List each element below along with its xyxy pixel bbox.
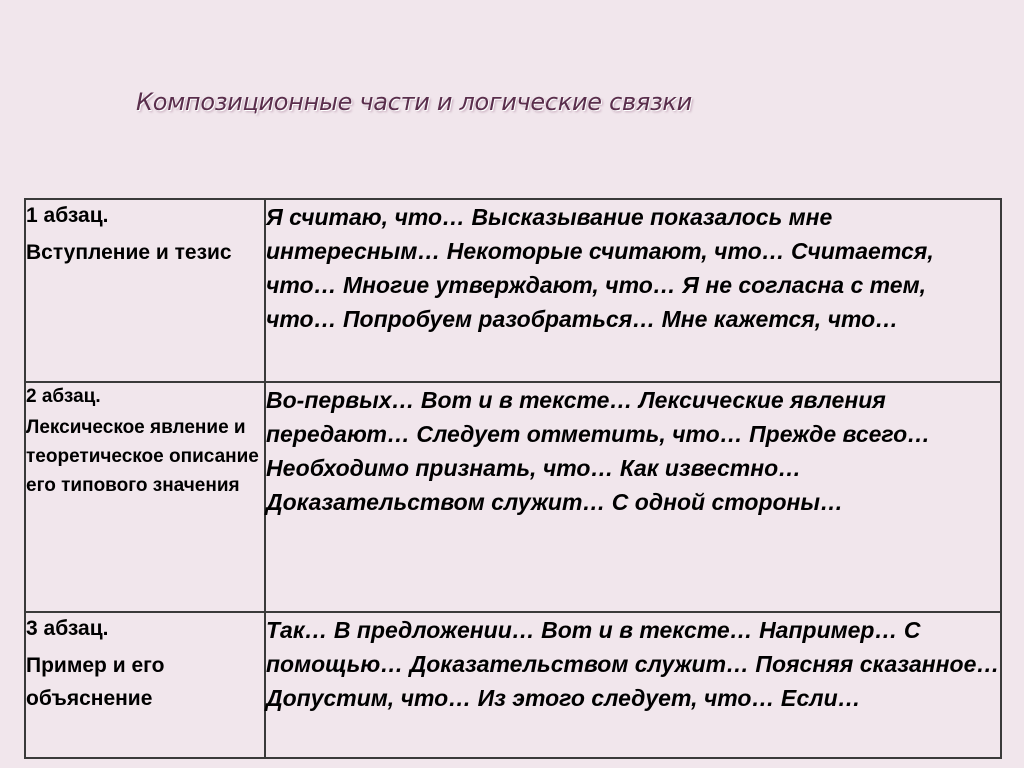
connective-phrases: Я считаю, что… Высказывание показалось мне интересным… Некоторые считают, что… Считается, что… Многие утверждают, что… Я не согласна с тем, что… Попробуем разобраться… Мне кажется, что… <box>266 204 934 332</box>
paragraph-number: 1 абзац. <box>26 204 109 227</box>
paragraph-part-cell <box>25 199 265 382</box>
connectives-cell <box>265 612 1001 758</box>
paragraph-number: 2 абзац. <box>26 386 101 407</box>
table-row <box>25 382 1001 612</box>
paragraph-part-title: Вступление и тезис <box>26 241 232 264</box>
connectives-cell <box>265 382 1001 612</box>
paragraph-number: 3 абзац. <box>26 617 109 640</box>
paragraph-part-cell <box>25 382 265 612</box>
connective-phrases: Во-первых… Вот и в тексте… Лексические явления передают… Следует отметить, что… Прежде всего… Необходимо признать, что… Как известно… Доказательством служит… С одной стороны… <box>266 387 931 515</box>
slide-title: Композиционные части и логические связки <box>136 88 692 116</box>
paragraph-part-title: Пример и его объяснение <box>26 654 165 710</box>
connective-phrases: Так… В предложении… Вот и в тексте… Например… С помощью… Доказательством служит… Поясняя сказанное… Допустим, что… Из этого следует, что… Если… <box>266 617 1000 711</box>
table-row <box>25 612 1001 758</box>
paragraph-structure-table <box>24 198 1002 759</box>
paragraph-part-title: Лексическое явление и теоретическое описание его типового значения <box>26 417 259 496</box>
connectives-cell <box>265 199 1001 382</box>
table-row <box>25 199 1001 382</box>
paragraph-part-cell <box>25 612 265 758</box>
